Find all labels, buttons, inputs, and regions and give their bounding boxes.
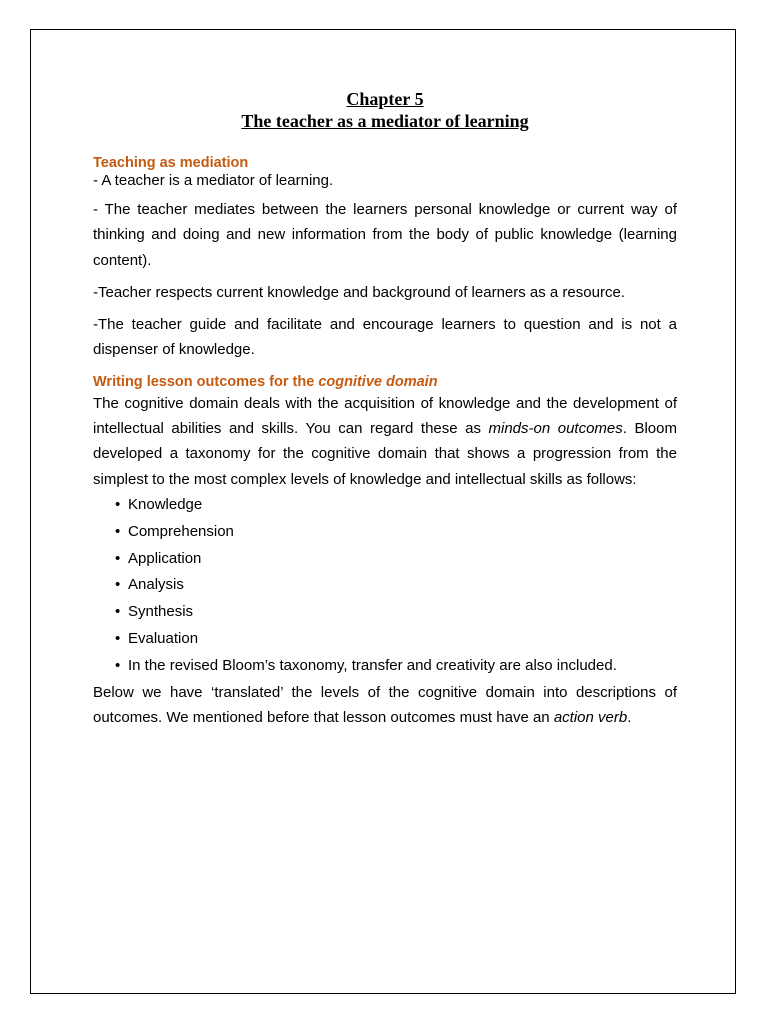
list-item [115, 519, 677, 546]
bloom-levels-list [93, 492, 677, 680]
heading-prefix: Writing lesson outcomes for the [93, 373, 319, 390]
list-item [115, 492, 677, 519]
chapter-title: The teacher as a mediator of learning [241, 111, 529, 131]
closing-text-part2: . [627, 708, 632, 726]
intro-text-part1: The cognitive domain deals with the acquisition of knowledge and the development of intellectual abilities and skills. You can regard these as [93, 394, 677, 438]
document-page [30, 29, 736, 994]
list-item-label: Analysis [128, 576, 184, 594]
list-item [115, 572, 677, 599]
intro-emphasis: minds-on outcomes [488, 420, 623, 438]
paragraph-closing [93, 680, 677, 731]
paragraph-mediator: - A teacher is a mediator of learning. [93, 172, 334, 189]
list-item [115, 546, 677, 573]
section-heading-teaching-as-mediation: Teaching as mediation [93, 155, 249, 171]
chapter-number: Chapter 5 [346, 89, 424, 109]
paragraph-cognitive-intro [93, 391, 677, 492]
closing-text-part1: Below we have ‘translated’ the levels of the cognitive domain into descriptions of outcomes. We mentioned before that lesson outcomes must have an [93, 683, 677, 726]
bullet-icon: • [115, 603, 121, 621]
bullet-icon: • [115, 522, 121, 540]
closing-emphasis: action verb [553, 708, 628, 726]
bullet-icon: • [115, 495, 121, 513]
bullet-icon: • [115, 549, 121, 567]
list-item-label: Evaluation [128, 629, 199, 647]
paragraph-guide-facilitate: -The teacher guide and facilitate and encourage learners to question and is not a dispenser of knowledge. [93, 316, 677, 359]
paragraph-respects-knowledge: -Teacher respects current knowledge and background of learners as a resource. [93, 283, 625, 301]
list-item-label: Application [128, 549, 202, 567]
bullet-icon: • [115, 576, 121, 594]
list-item-label: Synthesis [128, 603, 194, 621]
intro-text-part2: . Bloom developed a taxonomy for the cognitive domain that shows a progression from the simplest to the most complex levels of knowledge and intellectual skills as follows: [93, 420, 677, 488]
list-item [115, 599, 677, 626]
section-heading-cognitive-domain [93, 373, 677, 391]
heading-emphasis: cognitive domain [318, 373, 438, 390]
page-content [93, 88, 677, 730]
list-item [115, 626, 677, 653]
list-item-label: In the revised Bloom’s taxonomy, transfer and creativity are also included. [128, 656, 617, 674]
bullet-icon: • [115, 629, 121, 647]
list-item-label: Knowledge [128, 495, 203, 513]
bullet-icon: • [115, 656, 121, 674]
list-item [115, 653, 677, 680]
list-item-label: Comprehension [128, 522, 234, 540]
paragraph-mediates-between: - The teacher mediates between the learners personal knowledge or current way of thinking and doing and new information from the body of public knowledge (learning content). [93, 201, 677, 269]
